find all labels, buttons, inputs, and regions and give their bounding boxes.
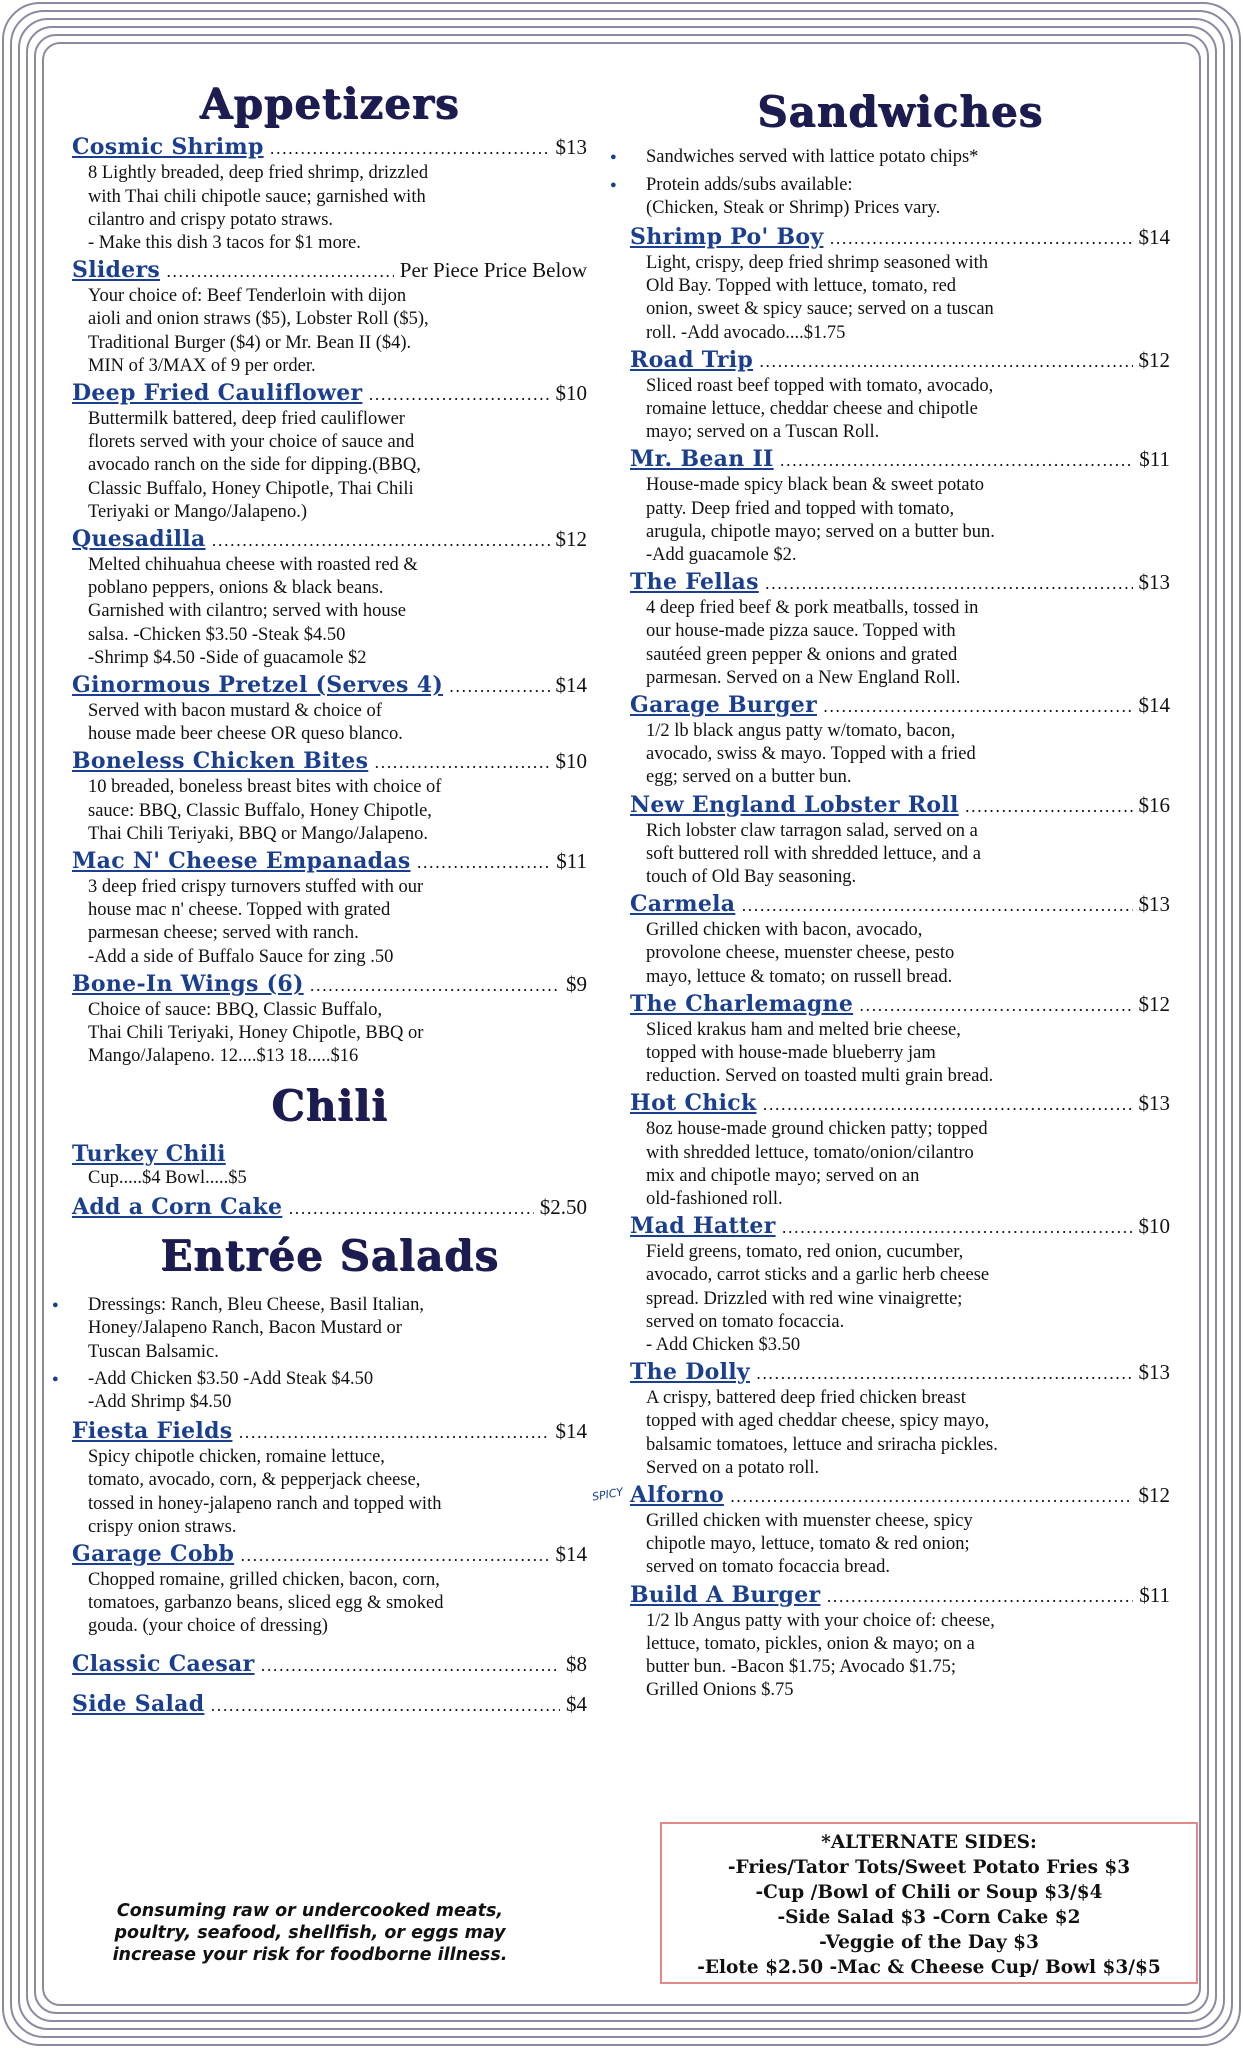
item-name: Ginormous Pretzel (Serves 4) [72, 671, 444, 698]
item-description: Your choice of: Beef Tenderloin with dijon aioli and onion straws ($5), Lobster Roll ($5), Traditional Burger ($4) or Mr. Bean II ($4). MIN of 3/MAX of 9 per order. [88, 286, 429, 376]
menu-item [72, 257, 587, 378]
leader-dots [826, 1584, 1133, 1610]
menu-item [630, 1359, 1170, 1480]
menu-item [72, 1418, 587, 1539]
sides-line: -Cup /Bowl of Chili or Soup $3/$4 [755, 1882, 1103, 1903]
item-name: Mad Hatter [630, 1213, 776, 1240]
leader-dots [449, 674, 549, 700]
item-description: House-made spicy black bean & sweet potato patty. Deep fried and topped with tomato, arugula, chipotle mayo; served on a butter bun. -Add guacamole $2. [646, 475, 995, 565]
item-description: Sliced krakus ham and melted brie cheese, topped with house-made blueberry jam reduction. Served on toasted multi grain bread. [646, 1019, 994, 1087]
item-description: Rich lobster claw tarragon salad, served on a soft buttered roll with shredded lettuce, and a touch of Old Bay seasoning. [646, 820, 981, 887]
item-name: Shrimp Po' Boy [630, 223, 824, 250]
item-name: The Fellas [630, 569, 759, 596]
foodborne-warning [100, 1900, 520, 1966]
item-name: Add a Corn Cake [72, 1193, 283, 1220]
leader-dots [288, 1196, 533, 1222]
leader-dots [756, 1361, 1133, 1387]
menu-item [72, 1141, 587, 1190]
item-price: $10 [555, 380, 587, 405]
leader-dots [210, 1693, 560, 1719]
item-description: Grilled chicken with muenster cheese, spicy chipotle mayo, lettuce, tomato & red onion; served on tomato focaccia bread. [646, 1511, 973, 1578]
item-price: $14 [1138, 692, 1170, 717]
item-name: Deep Fried Cauliflower [72, 379, 363, 406]
menu-item [630, 224, 1170, 345]
leader-dots [762, 1092, 1132, 1118]
item-description: Choice of sauce: BBQ, Classic Buffalo, Thai Chili Teriyaki, Honey Chipotle, BBQ or Mango/Jalapeno. 12....$13 18.....$16 [88, 999, 424, 1067]
sides-line: -Fries/Tator Tots/Sweet Potato Fries $3 [727, 1857, 1131, 1878]
item-name: The Dolly [630, 1359, 750, 1386]
leader-dots [730, 1484, 1133, 1510]
salad-notes [72, 1294, 587, 1414]
item-description: 1/2 lb black angus patty w/tomato, bacon, avocado, swiss & mayo. Topped with a fried egg; served on a butter bun. [646, 720, 976, 788]
item-price: $11 [1139, 447, 1170, 472]
item-description: 4 deep fried beef & pork meatballs, tossed in our house-made pizza sauce. Topped with sautéed green pepper & onions and grated parmesan. Served on a New England Roll. [646, 598, 979, 688]
item-name: Road Trip [630, 346, 754, 373]
sandwiches-title: Sandwiches [756, 87, 1044, 136]
menu-item [630, 1213, 1170, 1357]
leader-dots [166, 259, 394, 285]
item-name: Bone-In Wings (6) [72, 970, 304, 997]
menu-item [72, 971, 587, 1069]
item-description: A crispy, battered deep fried chicken breast topped with aged cheddar cheese, spicy mayo, balsamic tomatoes, lettuce and sriracha pickles. Served on a potato roll. [646, 1388, 998, 1478]
item-description: Light, crispy, deep fried shrimp seasoned with Old Bay. Topped with lettuce, tomato, red onion, sweet & spicy sauce; served on a tuscan roll. -Add avocado....$1.75 [646, 252, 994, 343]
item-name: Garage Burger [630, 691, 817, 718]
leader-dots [823, 694, 1133, 720]
leader-dots [240, 1543, 549, 1569]
menu-item [630, 1582, 1170, 1703]
item-price: $2.50 [539, 1194, 587, 1219]
sides-line: -Elote $2.50 -Mac & Cheese Cup/ Bowl $3/$5 [697, 1957, 1161, 1978]
item-name: Mr. Bean II [630, 446, 774, 473]
item-price: $14 [555, 1542, 587, 1567]
leader-dots [965, 794, 1133, 820]
menu-item [630, 347, 1170, 445]
item-name: Carmela [630, 891, 736, 918]
item-name: The Charlemagne [630, 990, 854, 1017]
sides-line: -Veggie of the Day $3 [819, 1932, 1039, 1953]
item-name: Sliders [72, 257, 161, 284]
item-name: Mac N' Cheese Empanadas [72, 847, 411, 874]
item-name: Classic Caesar [72, 1650, 255, 1677]
menu-item [591, 1482, 1170, 1580]
left-column [72, 80, 587, 1719]
menu-item [72, 672, 587, 746]
menu-item [72, 1194, 587, 1222]
note-item: ● Dressings: Ranch, Bleu Cheese, Basil Italian, Honey/Jalapeno Ranch, Bacon Mustard or Tuscan Balsamic. [72, 1294, 587, 1364]
item-price: $12 [1138, 1483, 1170, 1508]
item-name: Side Salad [72, 1690, 205, 1717]
note-item: ● Sandwiches served with lattice potato chips* [630, 146, 1170, 169]
leader-dots [212, 528, 550, 554]
item-price: $14 [555, 672, 587, 697]
item-price: Per Piece Price Below [399, 258, 587, 283]
item-name: Boneless Chicken Bites [72, 748, 369, 775]
item-price: $10 [555, 749, 587, 774]
menu-item [630, 692, 1170, 790]
item-description: 3 deep fried crispy turnovers stuffed with our house mac n' cheese. Topped with grated parmesan cheese; served with ranch. -Add a side of Buffalo Sauce for zing .50 [88, 876, 424, 967]
leader-dots [310, 973, 560, 999]
alternate-sides-box [660, 1822, 1198, 1984]
item-price: $12 [555, 526, 587, 551]
item-price: $13 [555, 135, 587, 160]
menu-item [630, 891, 1170, 989]
item-price: $9 [566, 971, 587, 996]
item-name: Fiesta Fields [72, 1418, 233, 1445]
item-price: $4 [566, 1691, 587, 1716]
appetizers-title: Appetizers [199, 79, 460, 128]
item-price: $13 [1138, 1360, 1170, 1385]
leader-dots [270, 136, 550, 162]
item-description: Sliced roast beef topped with tomato, avocado, romaine lettuce, cheddar cheese and chipotle mayo; served on a Tuscan Roll. [646, 375, 994, 443]
item-description: Field greens, tomato, red onion, cucumber, avocado, carrot sticks and a garlic herb cheese spread. Drizzled with red wine vinaigrette; served on tomato focaccia. - Add Chicken $3.50 [646, 1242, 990, 1356]
leader-dots [741, 893, 1132, 919]
item-price: $11 [1139, 1582, 1170, 1607]
item-name: New England Lobster Roll [630, 791, 959, 818]
item-name: Build A Burger [630, 1581, 821, 1608]
warning-text: Consuming raw or undercooked meats, poultry, seafood, shellfish, or eggs may increase your risk for foodborne illness. [112, 1901, 508, 1965]
item-name: Cosmic Shrimp [72, 134, 264, 161]
note-item: ● Protein adds/subs available: (Chicken, Steak or Shrimp) Prices vary. [630, 174, 1170, 220]
item-description: Spicy chipotle chicken, romaine lettuce, tomato, avocado, corn, & pepperjack cheese, tossed in honey-jalapeno ranch and topped with crispy onion straws. [88, 1447, 442, 1537]
menu-item [72, 380, 587, 524]
chili-title: Chili [271, 1081, 388, 1131]
sides-line: -Side Salad $3 -Corn Cake $2 [777, 1907, 1081, 1928]
item-price: $11 [556, 848, 587, 873]
item-price: $14 [1138, 224, 1170, 249]
item-description: Grilled chicken with bacon, avocado, provolone cheese, muenster cheese, pesto mayo, lettuce & tomato; on russell bread. [646, 920, 955, 987]
item-price: $16 [1138, 792, 1170, 817]
item-price: $14 [555, 1419, 587, 1444]
item-description: 1/2 lb Angus patty with your choice of: cheese, lettuce, tomato, pickles, onion & mayo; on a butter bun. -Bacon $1.75; Avocado $1.75; Grilled Onions $.75 [646, 1610, 995, 1701]
item-name: Hot Chick [630, 1090, 757, 1117]
menu-item [630, 569, 1170, 690]
item-description: 8 Lightly breaded, deep fried shrimp, drizzled with Thai chili chipotle sauce; garnished with cilantro and crispy potato straws. - Make this dish 3 tacos for $1 more. [88, 163, 429, 253]
menu-item [630, 792, 1170, 890]
sandwiches-list [591, 223, 1170, 1703]
item-name: Alforno [630, 1482, 724, 1509]
appetizers-list [72, 134, 587, 1068]
leader-dots [368, 382, 549, 408]
item-description: Buttermilk battered, deep fried cauliflower florets served with your choice of sauce and avocado ranch on the side for dipping.(BBQ, Classic Buffalo, Honey Chipotle, Thai Chili Teriyaki or Mango/Jalapeno.) [88, 408, 421, 522]
salads-title: Entrée Salads [160, 1230, 499, 1280]
menu-item [72, 134, 587, 255]
salads-list [72, 1418, 587, 1718]
item-description: 8oz house-made ground chicken patty; topped with shredded lettuce, tomato/onion/cilantro mix and chipotle mayo; served on an old-fashioned roll. [646, 1119, 988, 1209]
menu-item [630, 991, 1170, 1089]
item-price: $8 [566, 1651, 587, 1676]
menu-item [630, 1090, 1170, 1211]
note-item: ● -Add Chicken $3.50 -Add Steak $4.50 -Add Shrimp $4.50 [72, 1368, 587, 1414]
item-price: $13 [1138, 1091, 1170, 1116]
item-name: Quesadilla [72, 525, 206, 552]
item-description: Served with bacon mustard & choice of house made beer cheese OR queso blanco. [88, 700, 403, 745]
menu-item [72, 748, 587, 846]
leader-dots [782, 1215, 1133, 1241]
leader-dots [759, 349, 1132, 375]
menu-item [72, 1541, 587, 1639]
leader-dots [765, 571, 1133, 597]
menu-item [72, 1651, 587, 1679]
leader-dots [780, 448, 1134, 474]
leader-dots [374, 750, 549, 776]
menu-item [72, 526, 587, 670]
item-description: 10 breaded, boneless breast bites with choice of sauce: BBQ, Classic Buffalo, Honey Chipotle, Thai Chili Teriyaki, BBQ or Mango/Jalapeno. [88, 777, 442, 844]
leader-dots [829, 226, 1132, 252]
spicy-label: SPICY [591, 1485, 625, 1504]
item-description: Chopped romaine, grilled chicken, bacon, corn, tomatoes, garbanzo beans, sliced egg & smoked gouda. (your choice of dressing) [88, 1570, 444, 1637]
menu-item [72, 1691, 587, 1719]
item-description: Cup.....$4 Bowl.....$5 [88, 1167, 247, 1188]
item-price: $13 [1138, 892, 1170, 917]
item-price: $10 [1138, 1214, 1170, 1239]
leader-dots [261, 1653, 561, 1679]
menu-item [72, 848, 587, 969]
sandwich-notes [630, 146, 1170, 220]
leader-dots [859, 993, 1132, 1019]
item-description: Melted chihuahua cheese with roasted red & poblano peppers, onions & black beans. Garnished with cilantro; served with house salsa. -Chicken $3.50 -Steak $4.50 -Shrimp $4.50 -Side of guacamole $2 [88, 554, 418, 668]
item-price: $13 [1138, 570, 1170, 595]
sides-title: *ALTERNATE SIDES: [821, 1832, 1037, 1853]
right-column [591, 87, 1170, 1702]
item-price: $12 [1138, 991, 1170, 1016]
item-name: Turkey Chili [72, 1140, 226, 1167]
leader-dots [238, 1420, 549, 1446]
leader-dots [417, 850, 551, 876]
item-price: $12 [1138, 347, 1170, 372]
item-name: Garage Cobb [72, 1541, 235, 1568]
menu-item [630, 446, 1170, 567]
